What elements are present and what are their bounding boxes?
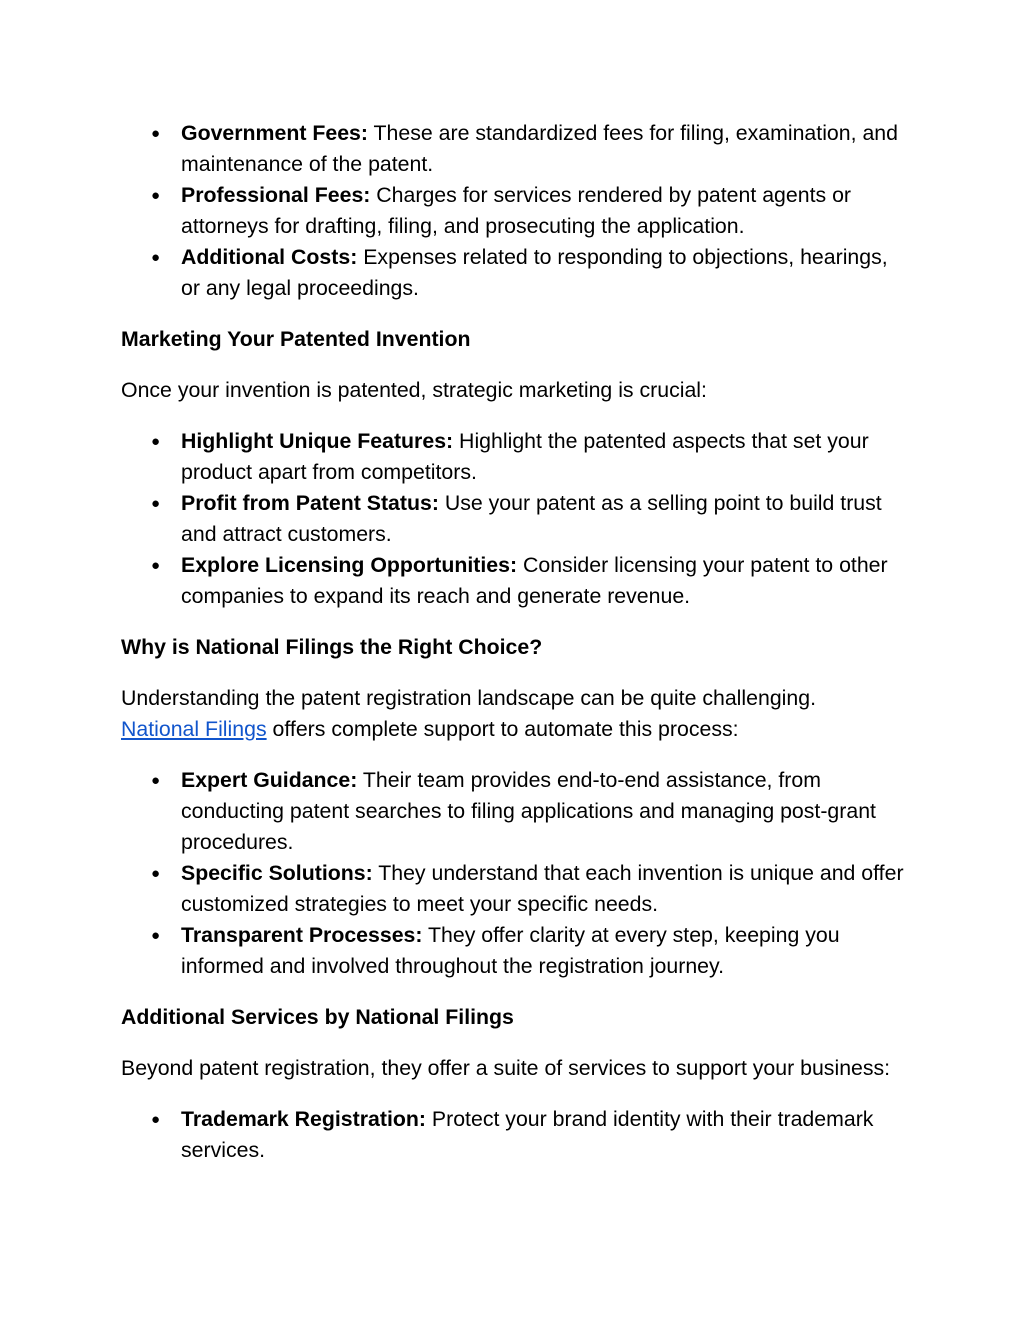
bullet-icon [151,118,171,149]
item-text: Protect your brand identity with their trademark services. [181,1107,874,1162]
list-item [121,1104,911,1166]
item-text: Highlight the patented aspects that set your product apart from competitors. [181,429,869,484]
list-item [121,550,911,612]
section-heading-why: Why is National Filings the Right Choice? [121,635,543,659]
intro-text-after-link: offers complete support to automate this process: [266,717,739,741]
list-item [121,920,911,982]
item-text: Consider licensing your patent to other companies to expand its reach and generate revenue. [181,553,888,608]
item-text: These are standardized fees for filing, examination, and maintenance of the patent. [181,121,898,176]
list-item [121,180,911,242]
item-term: Profit from Patent Status: [181,491,439,515]
bullet-icon [151,488,171,519]
bullet-icon [151,1104,171,1135]
item-term: Trademark Registration: [181,1107,426,1131]
document-page [121,118,911,1186]
intro-text: Understanding the patent registration landscape can be quite challenging. [121,686,816,710]
item-text: They offer clarity at every step, keeping you informed and involved throughout the registration journey. [181,923,840,978]
section-heading-additional: Additional Services by National Filings [121,1005,514,1029]
item-term: Transparent Processes: [181,923,423,947]
item-term: Highlight Unique Features: [181,429,454,453]
bullet-icon [151,858,171,889]
item-text: Charges for services rendered by patent agents or attorneys for drafting, filing, and prosecuting the application. [181,183,852,238]
bullet-icon [151,426,171,457]
list-item [121,765,911,858]
list-item [121,488,911,550]
marketing-list [121,426,911,612]
section-heading-marketing: Marketing Your Patented Invention [121,327,471,351]
item-term: Government Fees: [181,121,368,145]
item-term: Professional Fees: [181,183,371,207]
section-intro-marketing: Once your invention is patented, strategic marketing is crucial: [121,378,707,402]
list-item [121,242,911,304]
list-item [121,426,911,488]
bullet-icon [151,242,171,273]
list-item [121,118,911,180]
item-term: Expert Guidance: [181,768,358,792]
item-term: Specific Solutions: [181,861,373,885]
item-text: Use your patent as a selling point to build trust and attract customers. [181,491,882,546]
additional-list [121,1104,911,1166]
list-item [121,858,911,920]
item-text: Expenses related to responding to objections, hearings, or any legal proceedings. [181,245,888,300]
section-intro-additional: Beyond patent registration, they offer a suite of services to support your business: [121,1056,891,1080]
bullet-icon [151,550,171,581]
bullet-icon [151,765,171,796]
item-term: Explore Licensing Opportunities: [181,553,518,577]
item-text: They understand that each invention is unique and offer customized strategies to meet your specific needs. [181,861,904,916]
section-intro-why [121,683,911,745]
item-text: Their team provides end-to-end assistance, from conducting patent searches to filing applications and managing post-grant procedures. [181,768,876,854]
why-list [121,765,911,982]
national-filings-link[interactable]: National Filings [121,717,267,741]
bullet-icon [151,180,171,211]
item-term: Additional Costs: [181,245,358,269]
cost-list [121,118,911,304]
bullet-icon [151,920,171,951]
